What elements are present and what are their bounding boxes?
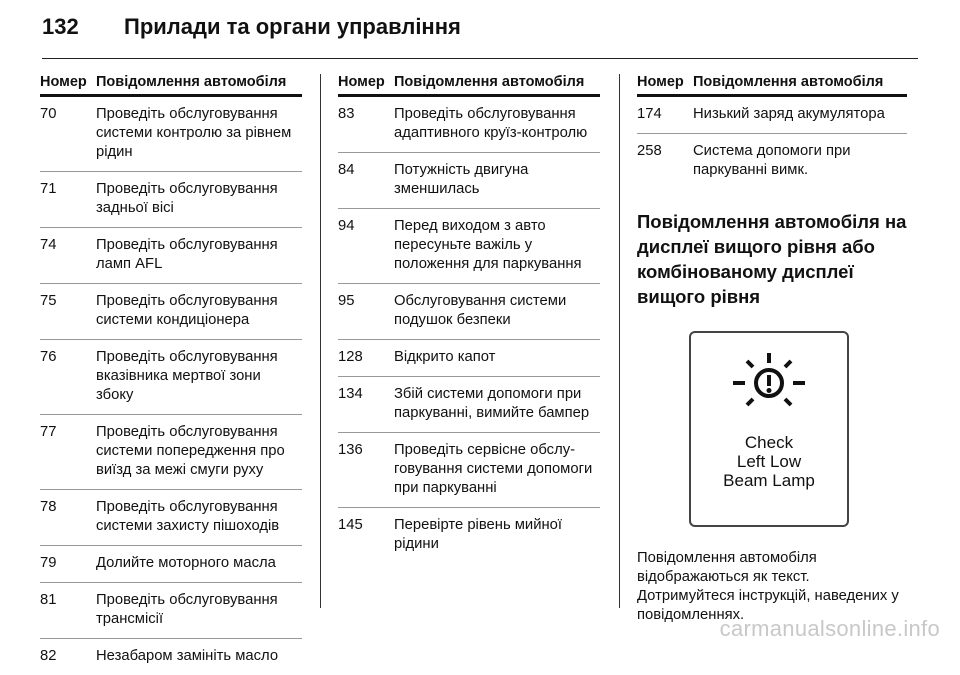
number-header: Номер [637,74,684,90]
message-number: 76 [40,349,57,365]
table-row [40,97,302,172]
message-text: Збій системи допомоги при паркуванні, вимийте бампер [394,386,590,421]
message-number: 136 [338,442,363,458]
table-header [338,74,600,97]
message-number: 174 [637,106,662,122]
lamp-warning-icon [729,351,809,419]
table-row [40,639,302,675]
table-row [40,583,302,639]
message-text: Проведіть обслуговування адаптивного круїз-контролю [394,106,588,141]
watermark: carmanualsonline.info [719,616,940,641]
message-text: Проведіть обслуговування ламп AFL [96,237,278,272]
display-line: Check [744,433,794,452]
message-text: Проведіть обслуговування задньої вісі [96,181,278,216]
message-number: 81 [40,592,57,608]
message-number: 75 [40,293,57,309]
page-title: Прилади та органи управління [124,14,461,39]
message-number: 145 [338,517,363,533]
table-rows [40,97,302,675]
table-row [40,284,302,340]
display-screen [689,331,849,527]
message-number: 70 [40,106,57,122]
display-message [691,433,847,490]
message-number: 82 [40,648,57,664]
message-number: 79 [40,555,57,571]
table-header [637,74,907,97]
message-number: 74 [40,237,57,253]
message-text: Долийте моторного масла [96,555,276,571]
number-header: Номер [40,74,87,90]
section-caption: Повідомлення автомобіля відображаються як текст. Дотримуйтеся інструкцій, наведених у повідомленнях. [637,550,899,623]
table-row [338,340,600,377]
table-row [338,209,600,284]
message-number: 94 [338,218,355,234]
table-row [40,228,302,284]
table-rows [637,97,907,189]
table-row [40,490,302,546]
table-row [40,340,302,415]
message-header: Повідомлення автомобіля [394,74,585,90]
column-3 [637,74,907,625]
table-row [637,134,907,189]
table-row [338,508,600,563]
table-row [338,433,600,508]
message-text: Проведіть обслуговування вказівника мертвої зони збоку [96,349,278,403]
message-number: 258 [637,143,662,159]
message-text: Система допомоги при паркуванні вимк. [693,143,851,178]
message-table-2 [338,74,600,563]
message-text: Проведіть обслуговування системи захисту пішоходів [96,499,280,534]
message-number: 78 [40,499,57,515]
table-row [338,284,600,340]
message-text: Перевірте рівень мийної рідини [394,517,562,552]
page-header [42,14,461,40]
header-divider [42,58,918,59]
message-text: Проведіть сервісне обслу-говування системи допомоги при паркуванні [394,442,593,496]
message-text: Обслуговування системи подушок безпеки [394,293,567,328]
table-row [40,546,302,583]
table-rows [338,97,600,563]
message-text: Проведіть обслуговування системи кондиціонера [96,293,278,328]
message-text: Проведіть обслуговування системи контролю за рівнем рідин [96,106,292,160]
message-text: Відкрито капот [394,349,496,365]
message-header: Повідомлення автомобіля [693,74,884,90]
page-number: 132 [42,14,79,39]
message-text: Проведіть обслуговування трансмісії [96,592,278,627]
message-text: Низький заряд акумулятора [693,106,885,122]
message-number: 95 [338,293,355,309]
table-header [40,74,302,97]
column-divider-1 [320,74,321,608]
table-row [338,97,600,153]
table-row [40,172,302,228]
message-number: 128 [338,349,363,365]
display-line: Beam Lamp [723,471,815,490]
table-row [338,153,600,209]
column-divider-2 [619,74,620,608]
message-text: Перед виходом з авто пересуньте важіль у положення для паркування [394,218,582,272]
message-number: 77 [40,424,57,440]
table-row [40,415,302,490]
display-line: Left Low [736,452,802,471]
message-number: 71 [40,181,57,197]
table-row [338,377,600,433]
message-number: 84 [338,162,355,178]
message-text: Проведіть обслуговування системи попередження про виїзд за межі смуги руху [96,424,285,478]
message-text: Потужність двигуна зменшилась [394,162,529,197]
table-row [637,97,907,134]
message-number: 83 [338,106,355,122]
message-header: Повідомлення автомобіля [96,74,287,90]
message-text: Незабаром замініть масло [96,648,279,664]
section-title: Повідомлення автомобіля на дисплеї вищого рівня або комбінованому дисплеї вищого рівня [637,211,907,307]
message-table-1 [40,74,302,675]
number-header: Номер [338,74,385,90]
message-number: 134 [338,386,363,402]
